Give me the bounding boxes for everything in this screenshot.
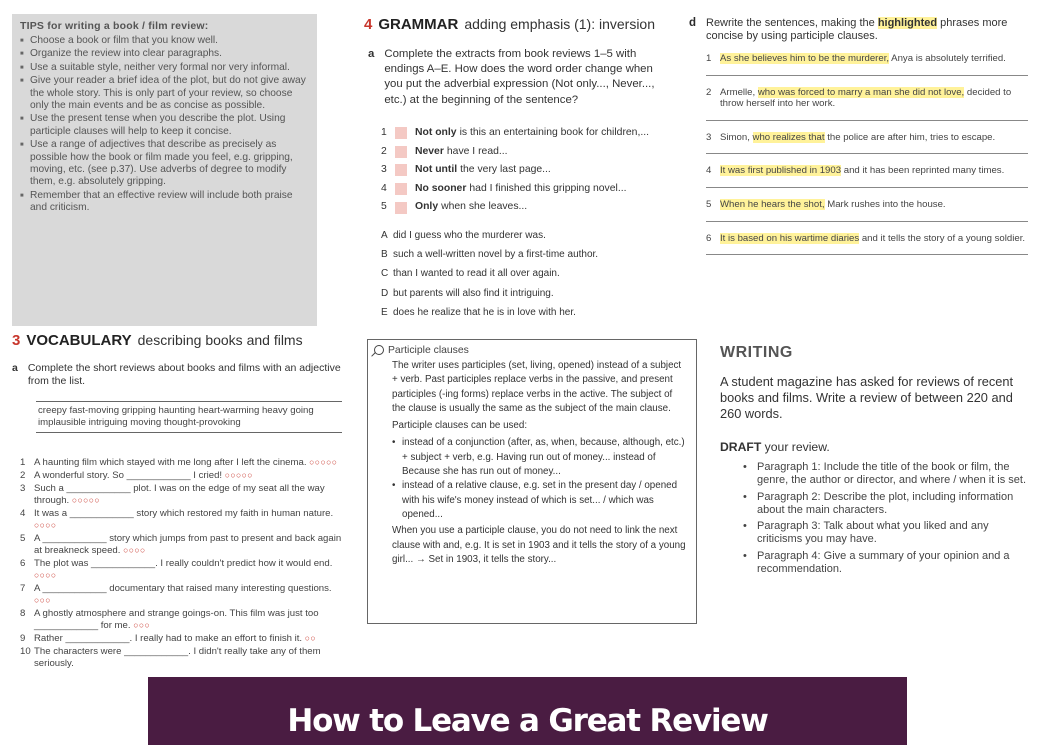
section-number: 3 — [12, 332, 21, 349]
title-banner — [148, 677, 907, 745]
list-item[interactable]: 4 It was first published in 1903 and it has been reprinted many times. — [706, 165, 1028, 188]
list-item: 7 A ____________ documentary that raised many interesting questions. ○○○ — [20, 583, 332, 606]
section-key: GRAMMAR — [378, 16, 459, 33]
list-item: 2 Never have I read... — [381, 145, 508, 157]
box-title: Participle clauses — [388, 345, 469, 356]
rating-circles: ○○○○ — [34, 570, 57, 581]
exercise-label: a — [368, 48, 375, 60]
answer-box[interactable] — [395, 146, 407, 158]
exercise-label: d — [689, 17, 697, 29]
list-item: • Paragraph 4: Give a summary of your opinion and a recommendation. — [743, 550, 1033, 577]
instruction-text: Complete the extracts from book reviews 1–5 with endings A–E. How does the word order change when you put the adverbial expression (Not only..., Never..., etc.) at the beginning of the sentence? — [384, 48, 655, 106]
list-item[interactable]: 6 It is based on his wartime diaries and it tells the story of a young soldier. — [706, 233, 1028, 256]
list-item: D but parents will also find it intriguing. — [381, 287, 554, 299]
list-item: • Paragraph 1: Include the title of the book or film, the genre, the author or director, and where / when it is set. — [743, 461, 1033, 488]
grammar-heading — [364, 16, 655, 33]
exercise-label: a — [12, 362, 18, 374]
tip-item: ■ Give your reader a brief idea of the plot, but do not give away the whole story. This is only part of your review, so choose only the main events and be as concise as possible. — [20, 75, 309, 112]
list-item: 1 A haunting film which stayed with me long after I left the cinema. ○○○○○ — [20, 457, 338, 468]
list-item: B such a well-written novel by a first-time author. — [381, 249, 599, 261]
banner-title: How to Leave a Great Review — [287, 703, 768, 739]
list-item[interactable]: 1 As she believes him to be the murderer, Anya is absolutely terrified. — [706, 53, 1028, 76]
vocabulary-heading — [12, 332, 303, 349]
rating-circles: ○○○○○ — [71, 495, 101, 506]
rating-circles: ○○○○ — [34, 520, 57, 531]
vocabulary-instruction — [12, 362, 342, 387]
box-paragraph: When you use a participle clause, you do not need to link the next clause with and, e.g. It is set in 1903 and it tells the story of a young girl... → Set in 1903, it tells the story... — [392, 525, 686, 565]
word-list-box: creepy fast-moving gripping haunting heart-warming heavy going implausible intriguing moving thought-provoking — [36, 401, 342, 433]
section-number: 4 — [364, 16, 373, 33]
list-item: 5 Only when she leaves... — [381, 201, 528, 213]
list-item: 10 The characters were ____________. I didn't really take any of them seriously. — [20, 646, 321, 670]
paragraph-list — [743, 461, 1033, 579]
rating-circles: ○○○ — [34, 595, 51, 606]
list-item: 5 A ____________ story which jumps from past to present and back again at breakneck speed. ○○○○ — [20, 533, 342, 557]
list-item: C than I wanted to read it all over again. — [381, 268, 560, 280]
rating-circles: ○○○ — [133, 620, 151, 631]
answer-box[interactable] — [395, 164, 407, 176]
section-subtitle: adding emphasis (1): inversion — [464, 16, 655, 32]
rating-circles: ○○○○○ — [309, 457, 338, 467]
list-item: 3 Such a ____________ plot. I was on the edge of my seat all the way through. ○○○○○ — [20, 483, 325, 507]
section-subtitle: describing books and films — [137, 332, 303, 348]
list-item: 3 Not until the very last page... — [381, 164, 551, 176]
list-item: 4 It was a ____________ story which restored my faith in human nature. ○○○○ — [20, 508, 334, 531]
list-item: 2 A wonderful story. So ____________ I cried! ○○○○○ — [20, 470, 253, 482]
list-item: 9 Rather ____________. I really had to make an effort to finish it. ○○ — [20, 633, 317, 645]
answer-box[interactable] — [395, 202, 407, 214]
answer-box[interactable] — [395, 127, 407, 139]
rating-circles: ○○ — [304, 633, 317, 644]
box-paragraph: Participle clauses can be used: — [392, 420, 528, 432]
draft-heading: DRAFT your review. — [720, 440, 830, 454]
tip-item: ■ Choose a book or film that you know well. — [20, 35, 309, 47]
grammar-instruction — [368, 47, 668, 108]
list-item[interactable]: 3 Simon, who realizes that the police are after him, tries to escape. — [706, 132, 1028, 155]
list-item: 1 Not only is this an entertaining book for children,... — [381, 127, 650, 138]
list-item: 8 A ghostly atmosphere and strange goings-on. This film was just too ____________ for me. ○○○ — [20, 608, 319, 632]
tips-list — [20, 35, 309, 215]
magnifier-icon — [374, 345, 384, 355]
writing-heading: WRITING — [720, 344, 793, 361]
list-item: 6 The plot was ____________. I really couldn't predict how it would end. ○○○○ — [20, 558, 333, 581]
list-item: E does he realize that he is in love with her. — [381, 306, 576, 318]
list-item[interactable]: 5 When he hears the shot, Mark rushes into the house. — [706, 199, 1028, 222]
tip-item: ■ Use a range of adjectives that describe as precisely as possible how the book or film made you feel, e.g. gripping, moving, etc. (see p.37). Use adverbs of degree to modify them, e.g. absolutely gripping. — [20, 139, 309, 189]
list-item: • instead of a relative clause, e.g. set in the present day / opened with his wife's money instead of which is set... / which was opened... — [392, 479, 686, 522]
participle-clauses-box — [367, 339, 697, 624]
tip-item: ■ Remember that an effective review will include both praise and criticism. — [20, 190, 309, 215]
rating-circles: ○○○○ — [123, 545, 146, 556]
list-item: • instead of a conjunction (after, as, when, because, although, etc.) + subject + verb, e.g. Having run out of money... instead of Because she has run out of money... — [392, 436, 686, 479]
tips-title: TIPS for writing a book / film review: — [20, 20, 209, 32]
list-item: • Paragraph 3: Talk about what you liked and any criticisms you may have. — [743, 520, 1033, 547]
instruction-text: Complete the short reviews about books and films with an adjective from the list. — [27, 362, 341, 387]
section-key: VOCABULARY — [26, 332, 132, 349]
rating-circles: ○○○○○ — [224, 470, 253, 481]
tip-item: ■ Use a suitable style, neither very formal nor very informal. — [20, 62, 309, 74]
box-bullets — [392, 436, 686, 522]
tips-box — [12, 14, 317, 326]
answer-box[interactable] — [395, 183, 407, 195]
list-item: • Paragraph 2: Describe the plot, including information about the main characters. — [743, 491, 1033, 518]
vocabulary-items — [20, 457, 345, 671]
list-item: 4 No sooner had I finished this gripping novel... — [381, 182, 627, 194]
list-item: A did I guess who the murderer was. — [381, 230, 546, 241]
writing-prompt: A student magazine has asked for reviews of recent books and films. Write a review of between 220 and 260 words. — [720, 374, 1014, 422]
extract-list — [381, 124, 671, 217]
tip-item: ■ Use the present tense when you describe the plot. Using participle clauses will help to keep it concise. — [20, 113, 309, 138]
rewrite-sentences — [706, 53, 1028, 266]
list-item[interactable]: 2 Armelle, who was forced to marry a man she did not love, decided to throw herself into her work. — [706, 87, 1028, 121]
ending-list — [381, 226, 671, 322]
rewrite-instruction: Rewrite the sentences, making the highlighted phrases more concise by using participle clauses. — [706, 17, 1008, 42]
box-paragraph: The writer uses participles (set, living, opened) instead of a subject + verb. Past participles replace verbs in the passive, and present participles (-ing forms) replace verbs in the active. The subject of the clause is usually the same as the subject of the main clause. — [392, 360, 682, 414]
tip-item: ■ Organize the review into clear paragraphs. — [20, 48, 309, 60]
